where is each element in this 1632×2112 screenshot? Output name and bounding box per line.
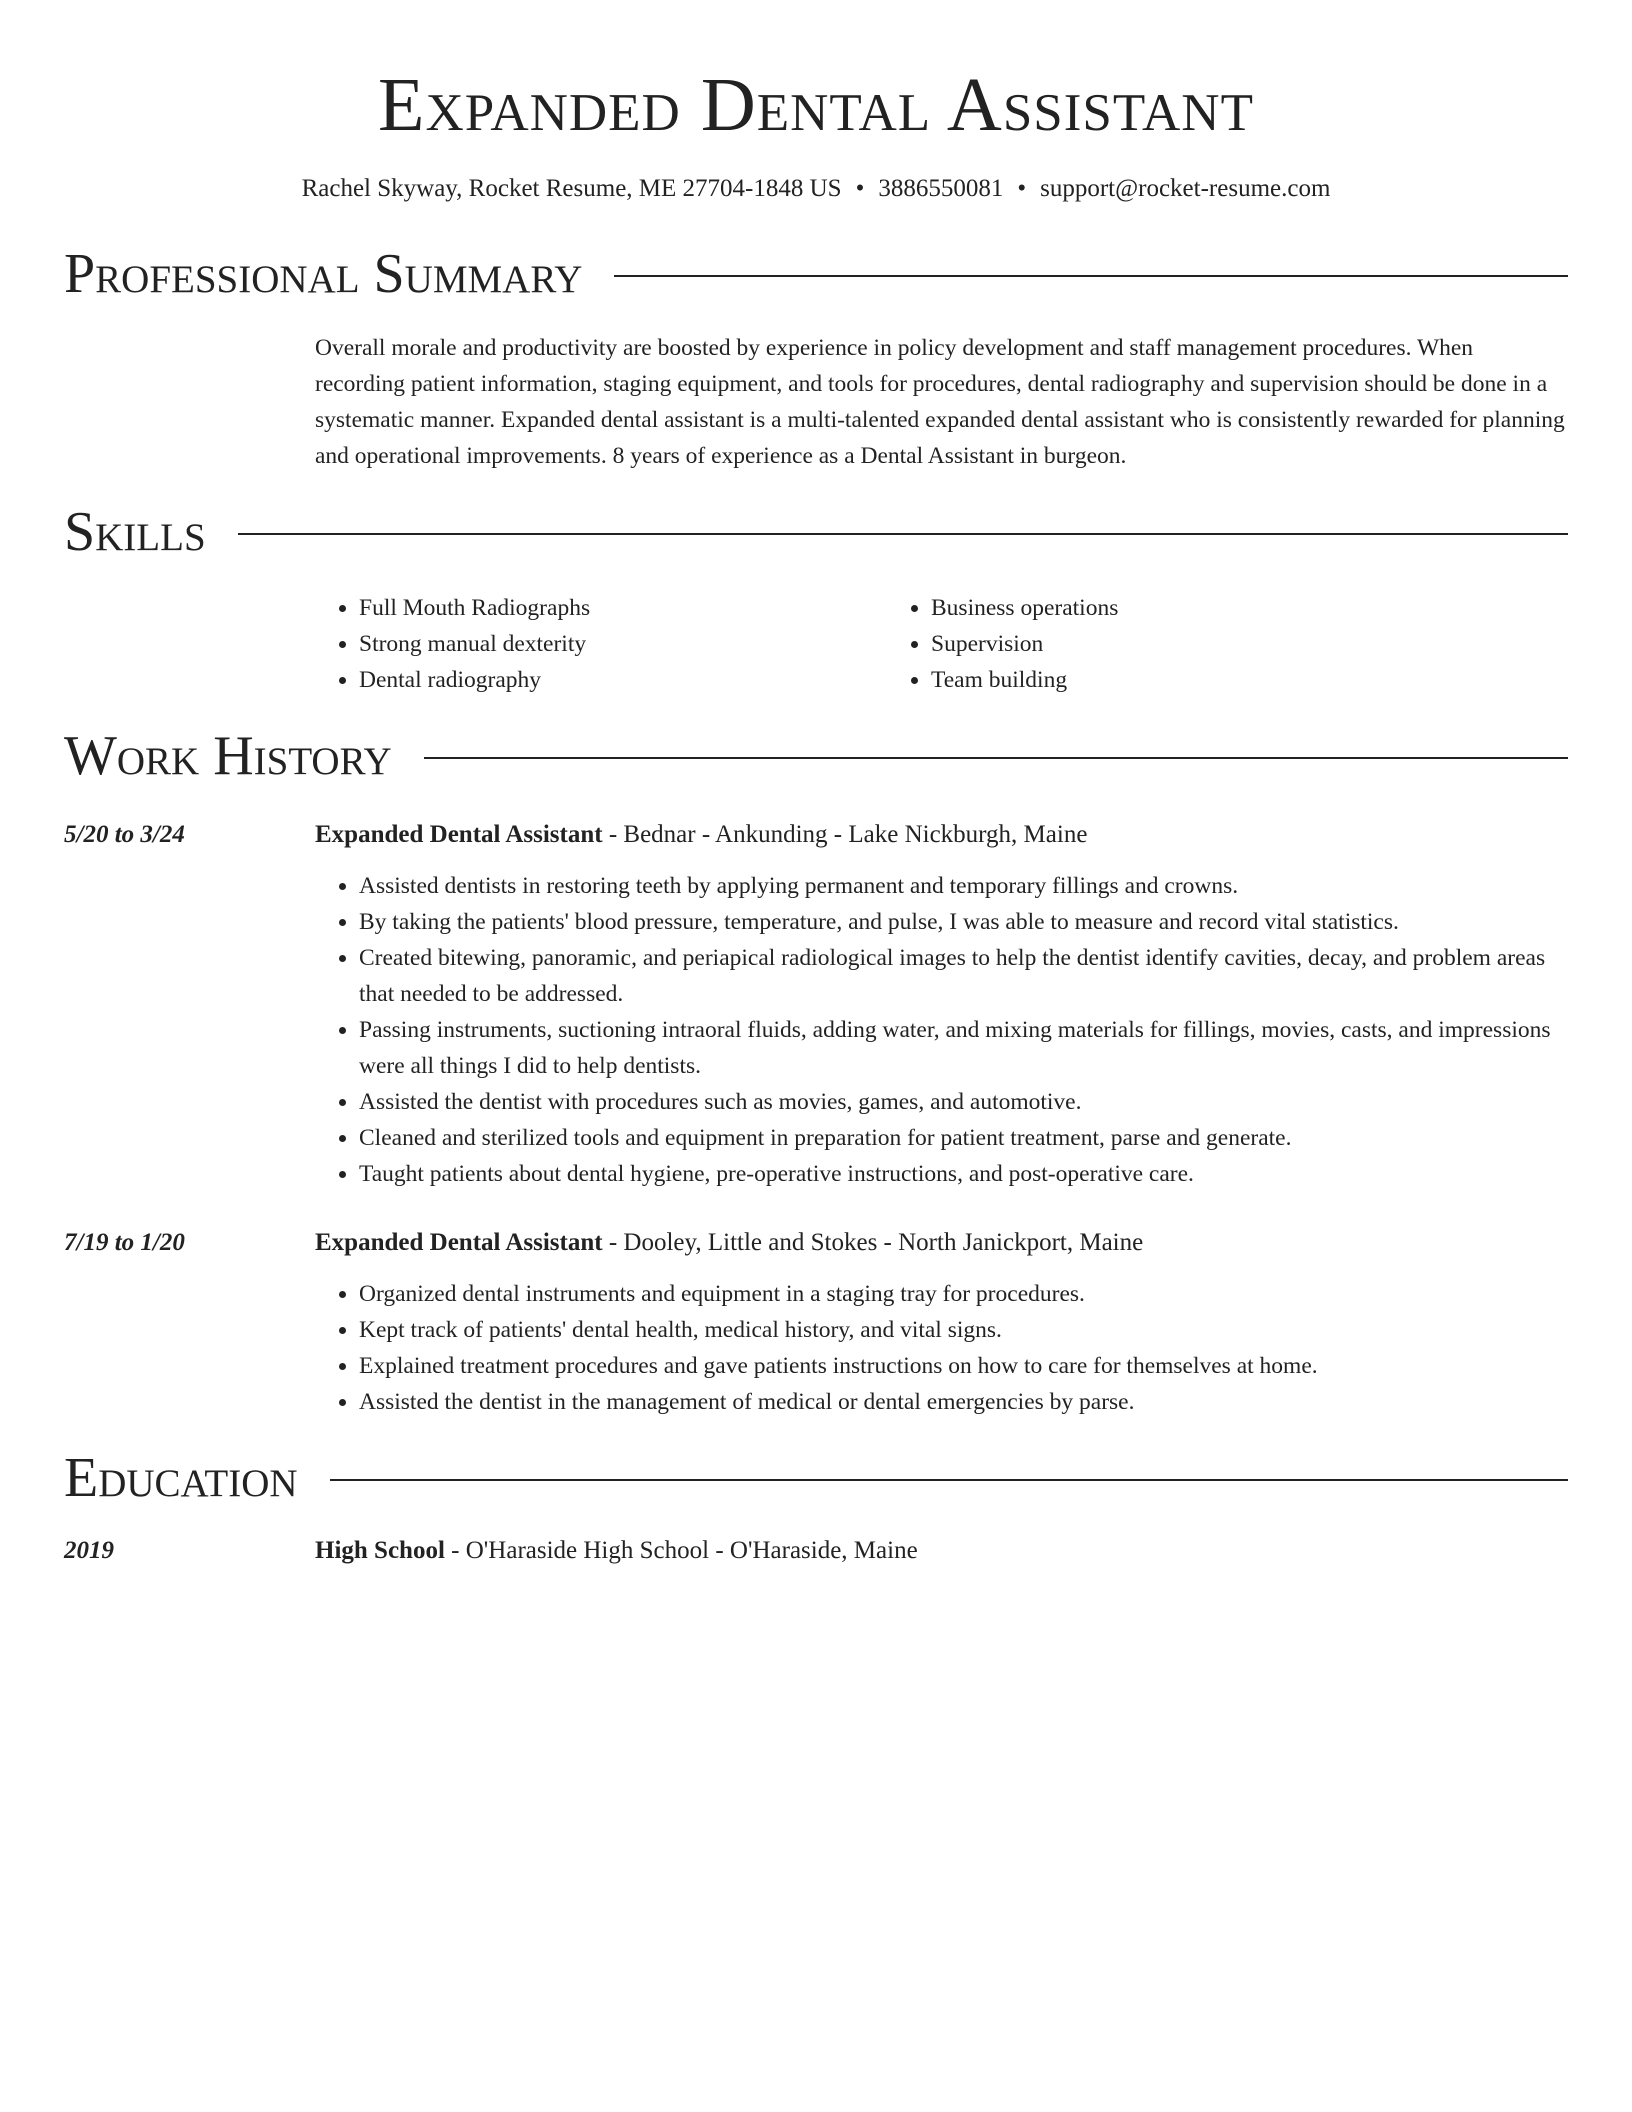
education-title-line xyxy=(315,1534,1568,1568)
candidate-name: Expanded Dental Assistant xyxy=(378,63,1254,147)
job-bullet: • Assisted dentists in restoring teeth by applying permanent and temporary fillings and crowns. xyxy=(359,868,1568,904)
work-section-header xyxy=(64,724,1568,788)
summary-heading: Professional Summary xyxy=(64,243,583,305)
job-bullets xyxy=(315,868,1568,1192)
job-bullets xyxy=(315,1276,1568,1420)
skill-item: • Full Mouth Radiographs xyxy=(359,590,887,626)
job-bullet: • Explained treatment procedures and gave patients instructions on how to care for themselves at home. xyxy=(359,1348,1568,1384)
resume-page xyxy=(64,0,1568,1568)
education-heading: Education xyxy=(64,1447,298,1509)
skills-section-header xyxy=(64,500,1568,564)
job-header xyxy=(64,1226,1568,1260)
job-bullet: • Cleaned and sterilized tools and equipment in preparation for patient treatment, parse and generate. xyxy=(359,1120,1568,1156)
job-bullet: • By taking the patients' blood pressure, temperature, and pulse, I was able to measure and record vital statistics. xyxy=(359,904,1568,940)
skill-item: • Team building xyxy=(931,662,1459,698)
section-divider xyxy=(330,1479,1568,1481)
contact-separator: • xyxy=(1017,175,1027,202)
skills-heading: Skills xyxy=(64,501,206,563)
job-bullet: • Assisted the dentist in the management of medical or dental emergencies by parse. xyxy=(359,1384,1568,1420)
education-degree: High School xyxy=(315,1537,445,1564)
job-entry xyxy=(64,1226,1568,1420)
skill-item: • Business operations xyxy=(931,590,1459,626)
skill-item: • Dental radiography xyxy=(359,662,887,698)
section-divider xyxy=(238,533,1568,535)
job-title-line xyxy=(315,1226,1568,1260)
job-bullet: • Organized dental instruments and equipment in a staging tray for procedures. xyxy=(359,1276,1568,1312)
summary-text: Overall morale and productivity are boosted by experience in policy development and staff management procedures. When recording patient information, staging equipment, and tools for procedures, dental radiography and supervision should be done in a systematic manner. Expanded dental assistant is a multi-talented expanded dental assistant who is consistently rewarded for planning and operational improvements. 8 years of experience as a Dental Assistant in burgeon. xyxy=(315,335,1565,469)
job-bullet: • Assisted the dentist with procedures such as movies, games, and automotive. xyxy=(359,1084,1568,1120)
education-entry xyxy=(64,1534,1568,1568)
education-header xyxy=(64,1534,1568,1568)
job-title-line xyxy=(315,818,1568,852)
education-year: 2019 xyxy=(64,1537,114,1564)
skills-column-right xyxy=(887,590,1459,698)
job-bullet: • Kept track of patients' dental health, medical history, and vital signs. xyxy=(359,1312,1568,1348)
job-bullet: • Passing instruments, suctioning intraoral fluids, adding water, and mixing materials for fillings, movies, casts, and impressions were all things I did to help dentists. xyxy=(359,1012,1568,1084)
skills-list xyxy=(315,590,1568,698)
job-dates: 5/20 to 3/24 xyxy=(64,821,185,848)
skill-item: • Supervision xyxy=(931,626,1459,662)
contact-address: Rachel Skyway, Rocket Resume, ME 27704-1848 US xyxy=(301,175,842,202)
job-title: Expanded Dental Assistant xyxy=(315,1229,603,1256)
job-header xyxy=(64,818,1568,852)
education-details: - O'Haraside High School - O'Haraside, Maine xyxy=(444,1537,918,1564)
job-bullet: • Taught patients about dental hygiene, pre-operative instructions, and post-operative care. xyxy=(359,1156,1568,1192)
contact-phone: 3886550081 xyxy=(878,175,1004,202)
section-divider xyxy=(424,757,1568,759)
contact-separator: • xyxy=(855,175,865,202)
summary-section-header xyxy=(64,242,1568,306)
contact-line xyxy=(64,172,1568,206)
job-title: Expanded Dental Assistant xyxy=(315,821,603,848)
education-section-header xyxy=(64,1446,1568,1510)
job-dates: 7/19 to 1/20 xyxy=(64,1229,185,1256)
skill-item: • Strong manual dexterity xyxy=(359,626,887,662)
job-bullet: • Created bitewing, panoramic, and periapical radiological images to help the dentist identify cavities, decay, and problem areas that needed to be addressed. xyxy=(359,940,1568,1012)
job-details: - Dooley, Little and Stokes - North Janickport, Maine xyxy=(602,1229,1144,1256)
section-divider xyxy=(614,275,1568,277)
job-details: - Bednar - Ankunding - Lake Nickburgh, Maine xyxy=(602,821,1088,848)
skills-column-left xyxy=(315,590,887,698)
job-entry xyxy=(64,818,1568,1192)
work-heading: Work History xyxy=(64,725,392,787)
contact-email: support@rocket-resume.com xyxy=(1040,175,1331,202)
